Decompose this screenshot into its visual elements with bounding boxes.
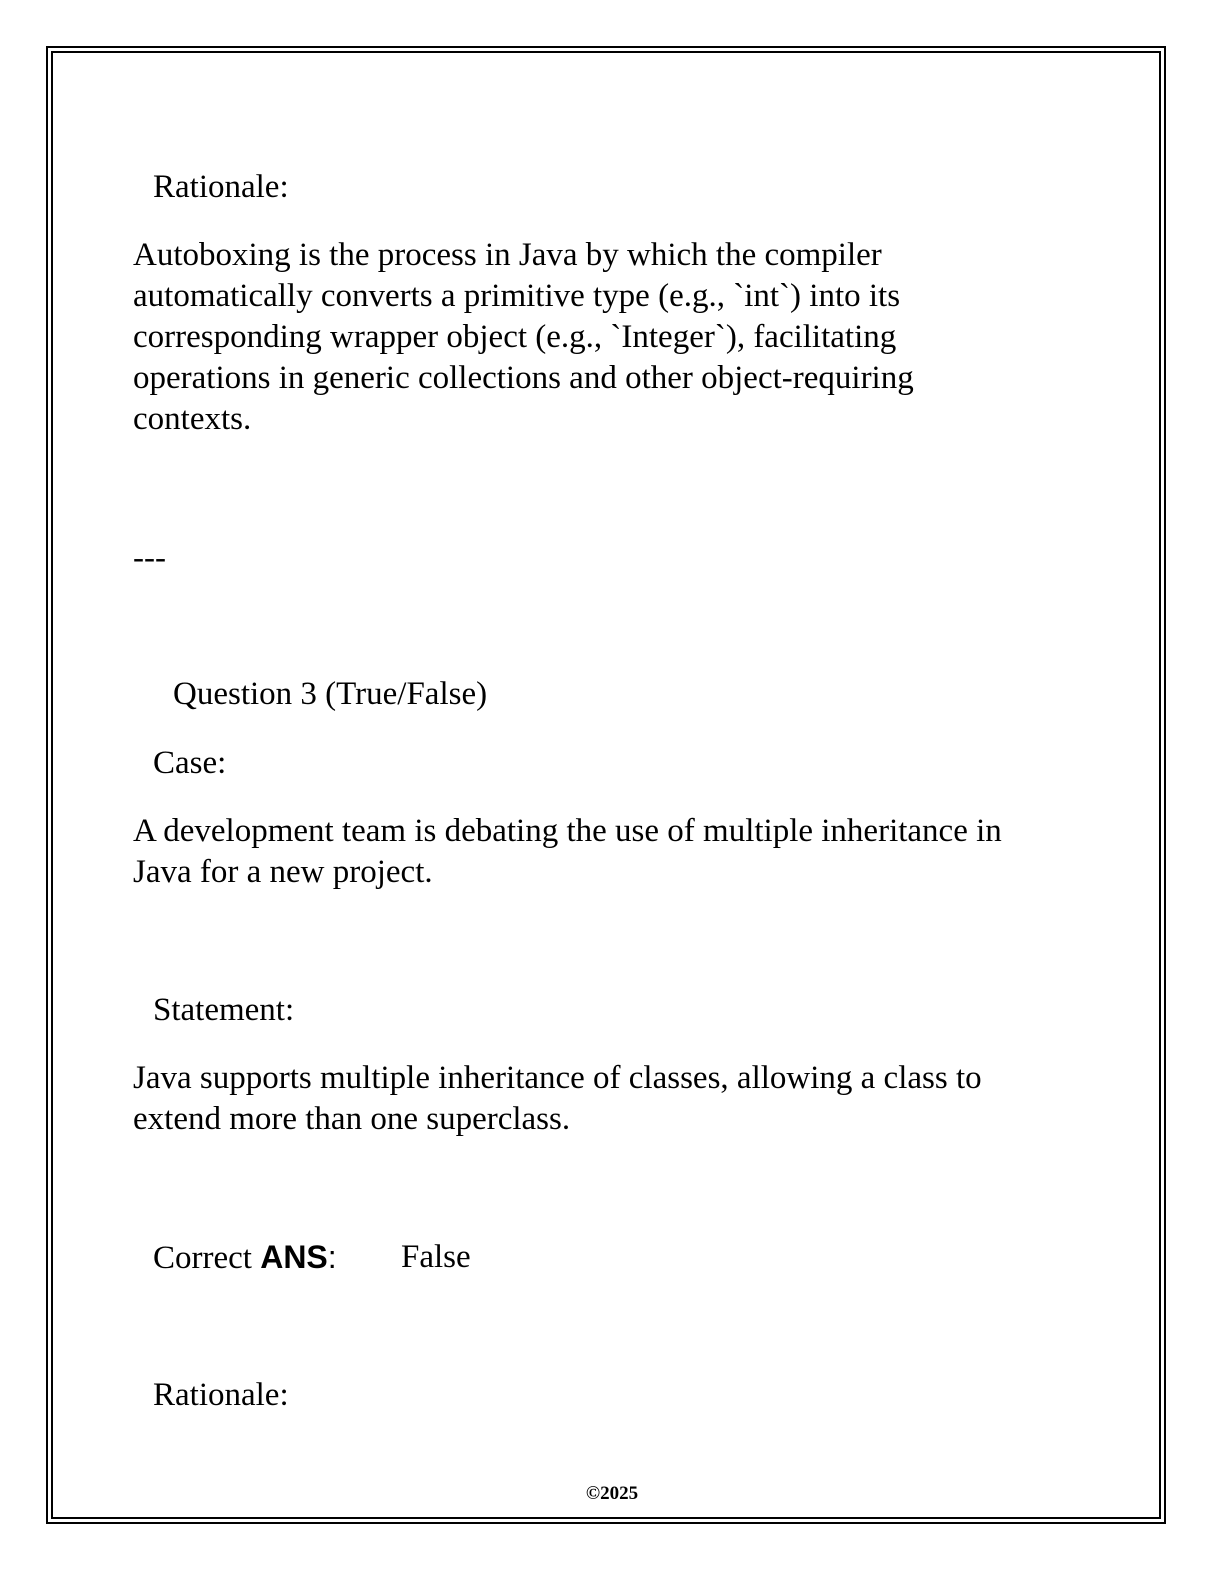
rationale-line: Autoboxing is the process in Java by which the compiler bbox=[133, 237, 882, 273]
question-title: Question 3 (True/False) bbox=[173, 676, 488, 712]
statement-line: Java supports multiple inheritance of classes, allowing a class to bbox=[133, 1060, 982, 1096]
case-heading: Case: bbox=[153, 745, 227, 781]
answer-value: False bbox=[401, 1239, 471, 1275]
rationale-line: corresponding wrapper object (e.g., `Integer`), facilitating bbox=[133, 319, 897, 355]
statement-paragraph bbox=[133, 1058, 982, 1140]
rationale-line: operations in generic collections and other object-requiring bbox=[133, 360, 914, 396]
case-paragraph bbox=[133, 811, 1002, 893]
case-line: Java for a new project. bbox=[133, 854, 433, 890]
rationale-heading-1: Rationale: bbox=[153, 169, 289, 205]
rationale-line: automatically converts a primitive type (e.g., `int`) into its bbox=[133, 278, 901, 314]
answer-label: ANS bbox=[260, 1239, 328, 1275]
case-line: A development team is debating the use of multiple inheritance in bbox=[133, 813, 1002, 849]
answer-colon: : bbox=[327, 1239, 337, 1275]
rationale-paragraph-1 bbox=[133, 235, 914, 440]
correct-answer-row bbox=[153, 1237, 337, 1279]
statement-line: extend more than one superclass. bbox=[133, 1101, 571, 1137]
rationale-heading-2: Rationale: bbox=[153, 1377, 289, 1413]
copyright-footer: ©2025 bbox=[585, 1483, 639, 1504]
statement-heading: Statement: bbox=[153, 992, 295, 1028]
separator: --- bbox=[133, 540, 166, 576]
rationale-line: contexts. bbox=[133, 401, 252, 437]
answer-prefix: Correct bbox=[153, 1240, 261, 1276]
